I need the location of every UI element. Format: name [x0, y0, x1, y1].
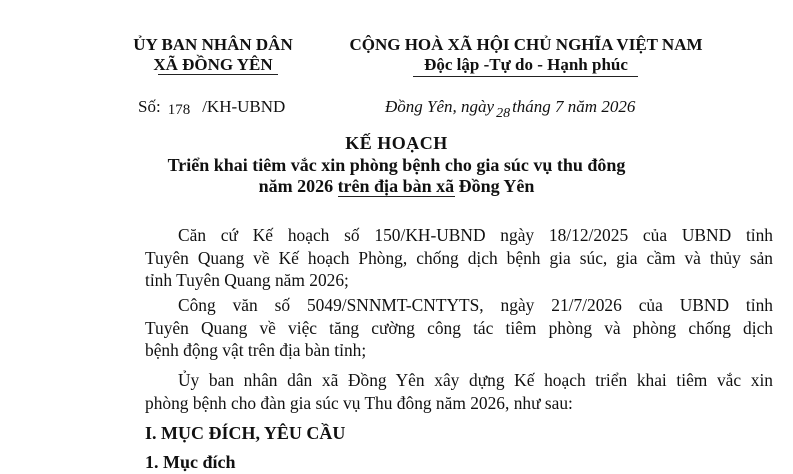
- subsection-heading: 1. Mục đích: [145, 452, 236, 472]
- paragraph-legal-basis-2: [145, 294, 773, 362]
- paragraph-line: tỉnh Tuyên Quang năm 2026;: [145, 270, 349, 291]
- motto-underline: [413, 76, 638, 77]
- paragraph-intro: [145, 369, 773, 414]
- agency-name-line1: ỦY BAN NHÂN DÂN: [133, 35, 293, 54]
- national-motto: Độc lập -Tự do - Hạnh phúc: [424, 55, 628, 74]
- paragraph-line: Tuyên Quang về Kế hoạch Phòng, chống dịch bệnh gia súc, gia cầm và thủy sản: [145, 247, 773, 268]
- date-place: Đồng Yên, ngày: [385, 97, 495, 116]
- agency-name-line2: XÃ ĐỒNG YÊN: [153, 55, 273, 74]
- date-month-year: tháng 7 năm 2026: [512, 97, 636, 116]
- paragraph-line: bệnh động vật trên địa bàn tỉnh;: [145, 340, 367, 361]
- document-number: [138, 97, 285, 117]
- paragraph-line: Công văn số 5049/SNNMT-CNTYTS, ngày 21/7/2026 của UBND tỉnh: [178, 295, 773, 315]
- title-underline: [338, 196, 455, 197]
- paragraph-line: Căn cứ Kế hoạch số 150/KH-UBND ngày 18/12/2025 của UBND tỉnh: [178, 225, 773, 245]
- section-heading: I. MỤC ĐÍCH, YÊU CẦU: [145, 423, 346, 443]
- paragraph-legal-basis-1: [145, 224, 773, 292]
- paragraph-line: phòng bệnh cho đàn gia súc vụ Thu đông năm 2026, như sau:: [145, 392, 573, 413]
- document-number-suffix: /KH-UBND: [202, 97, 286, 116]
- document-date: [385, 97, 636, 121]
- document-subtitle-line1: Triển khai tiêm vắc xin phòng bệnh cho gia súc vụ thu đông: [167, 155, 626, 175]
- date-day: 28: [496, 106, 511, 121]
- paragraph-line: Tuyên Quang về việc tăng cường công tác tiêm phòng và phòng chống dịch: [145, 317, 773, 338]
- national-title: CỘNG HOÀ XÃ HỘI CHỦ NGHĨA VIỆT NAM: [349, 35, 703, 54]
- agency-underline: [158, 74, 278, 75]
- document-subtitle-line2: năm 2026 trên địa bàn xã Đồng Yên: [258, 176, 535, 196]
- document-number-value: 178: [167, 102, 191, 118]
- document-title: KẾ HOẠCH: [345, 133, 448, 153]
- document-number-prefix: Số:: [138, 97, 161, 116]
- paragraph-line: Ủy ban nhân dân xã Đồng Yên xây dựng Kế hoạch triển khai tiêm vắc xin: [178, 370, 773, 390]
